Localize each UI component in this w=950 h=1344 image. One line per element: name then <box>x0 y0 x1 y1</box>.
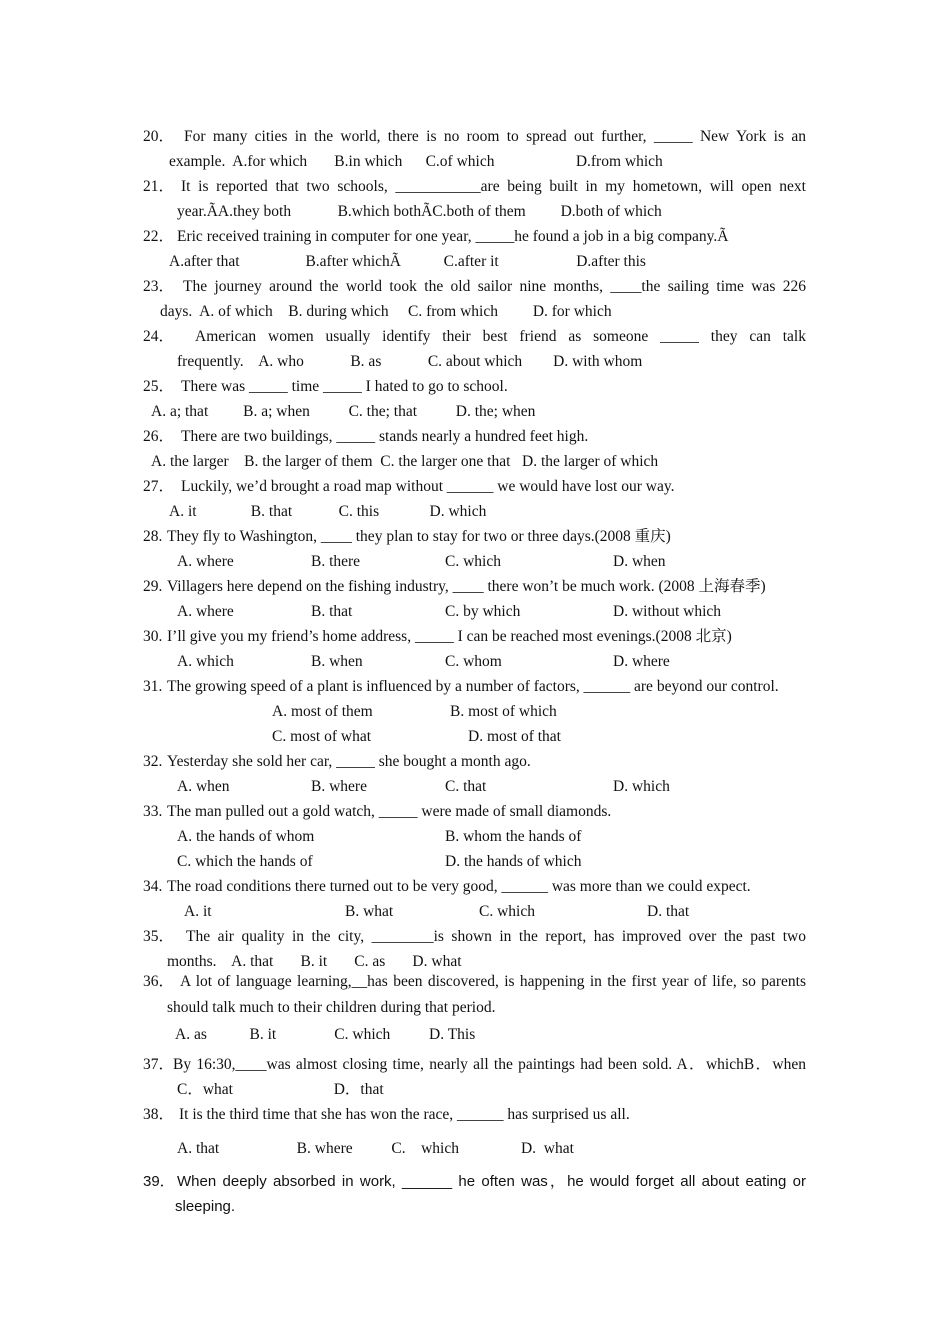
question-31-stem: The growing speed of a plant is influenced by a number of factors, ______ are beyond our control. <box>167 678 779 695</box>
question-36-options: A. as B. it C. which D. This <box>175 1026 476 1043</box>
question-25-number: 25． <box>143 378 175 395</box>
question-30-number: 30. <box>143 628 163 645</box>
question-28-number: 28. <box>143 528 163 545</box>
question-37-stem: By 16:30,____was almost closing time, nearly all the paintings had been sold. A．whichB．when <box>173 1056 806 1073</box>
question-31-option-c: C. most of what <box>272 728 372 745</box>
question-24-stem: American women usually identify their best friend as someone _____ they can talk <box>195 328 806 345</box>
question-26-number: 26． <box>143 428 175 445</box>
question-21-number: 21． <box>143 178 175 195</box>
question-33-option-c: C. which the hands of <box>177 853 313 870</box>
question-21-options: year.ÃA.they both B.which bothÃC.both of them D.both of which <box>177 203 662 220</box>
question-34-stem: The road conditions there turned out to be very good, ______ was more than we could expect. <box>167 878 751 895</box>
question-34-number: 34. <box>143 878 163 895</box>
question-32-number: 32. <box>143 753 163 770</box>
question-35-options: months. A. that B. it C. as D. what <box>167 953 462 970</box>
question-26-options: A. the larger B. the larger of them C. the larger one that D. the larger of which <box>151 453 659 470</box>
question-29-option-a: A. where <box>177 603 234 620</box>
question-23-options: days. A. of which B. during which C. from which D. for which <box>160 303 612 320</box>
question-37-options: C．what D．that <box>177 1081 384 1098</box>
question-29-number: 29. <box>143 578 163 595</box>
question-34-option-c: C. which <box>479 903 535 920</box>
question-38-number: 38． <box>143 1106 175 1123</box>
question-35-number: 35． <box>143 928 175 945</box>
question-25-stem: There was _____ time _____ I hated to go to school. <box>181 378 508 395</box>
question-34-option-a: A. it <box>184 903 212 920</box>
question-32-option-c: C. that <box>445 778 487 795</box>
question-32-stem: Yesterday she sold her car, _____ she bought a month ago. <box>167 753 531 770</box>
question-20-options: example. A.for which B.in which C.of which D.from which <box>169 153 663 170</box>
question-28-option-d: D. when <box>613 553 666 570</box>
question-36-stem: A lot of language learning,__has been discovered, is happening in the first year of life, so parents <box>180 973 806 990</box>
question-29-option-b: B. that <box>311 603 353 620</box>
question-31-option-d: D. most of that <box>468 728 561 745</box>
question-20-stem: For many cities in the world, there is no room to spread out further, _____ New York is an <box>184 128 806 145</box>
question-32-option-a: A. when <box>177 778 230 795</box>
question-39-stem-cont: sleeping. <box>175 1198 236 1215</box>
question-28-option-b: B. there <box>311 553 361 570</box>
question-28-option-c: C. which <box>445 553 501 570</box>
question-35-stem: The air quality in the city, ________is shown in the report, has improved over the past two <box>186 928 806 945</box>
question-36-stem-cont: should talk much to their children during that period. <box>167 999 496 1016</box>
question-31-number: 31. <box>143 678 163 695</box>
question-38-options: A. that B. where C. which D. what <box>177 1140 574 1157</box>
question-23-number: 23． <box>143 278 175 295</box>
question-29-option-d: D. without which <box>613 603 722 620</box>
question-39-number: 39． <box>143 1173 175 1190</box>
question-32-option-d: D. which <box>613 778 670 795</box>
question-33-option-a: A. the hands of whom <box>177 828 315 845</box>
question-39-stem: When deeply absorbed in work, ______ he often was，he would forget all about eating or <box>177 1173 806 1190</box>
question-38-stem: It is the third time that she has won the race, ______ has surprised us all. <box>179 1106 630 1123</box>
question-33-number: 33. <box>143 803 163 820</box>
question-30-option-d: D. where <box>613 653 670 670</box>
question-22-options: A.after that B.after whichÃ C.after it D.after this <box>169 253 646 270</box>
question-22-stem: Eric received training in computer for one year, _____he found a job in a big company.Ã <box>177 228 729 245</box>
question-30-option-c: C. whom <box>445 653 502 670</box>
question-36-number: 36． <box>143 973 175 990</box>
question-24-options: frequently. A. who B. as C. about which D. with whom <box>177 353 643 370</box>
question-37-number: 37． <box>143 1056 175 1073</box>
question-27-number: 27． <box>143 478 175 495</box>
question-24-number: 24． <box>143 328 175 345</box>
question-30-option-a: A. which <box>177 653 234 670</box>
question-34-option-d: D. that <box>647 903 690 920</box>
question-27-options: A. it B. that C. this D. which <box>169 503 487 520</box>
question-30-stem: I’ll give you my friend’s home address, _____ I can be reached most evenings.(2008 北京) <box>167 628 732 645</box>
question-29-option-c: C. by which <box>445 603 521 620</box>
question-33-stem: The man pulled out a gold watch, _____ were made of small diamonds. <box>167 803 612 820</box>
question-31-option-b: B. most of which <box>450 703 557 720</box>
question-21-stem: It is reported that two schools, ___________are being built in my hometown, will open next <box>181 178 806 195</box>
question-22-number: 22． <box>143 228 175 245</box>
question-28-stem: They fly to Washington, ____ they plan to stay for two or three days.(2008 重庆) <box>167 528 671 545</box>
question-25-options: A. a; that B. a; when C. the; that D. the; when <box>151 403 536 420</box>
question-28-option-a: A. where <box>177 553 234 570</box>
question-32-option-b: B. where <box>311 778 367 795</box>
question-33-option-b: B. whom the hands of <box>445 828 582 845</box>
question-30-option-b: B. when <box>311 653 363 670</box>
question-33-option-d: D. the hands of which <box>445 853 582 870</box>
question-34-option-b: B. what <box>345 903 394 920</box>
question-29-stem: Villagers here depend on the fishing industry, ____ there won’t be much work. (2008 上海春季) <box>167 578 766 595</box>
question-27-stem: Luckily, we’d brought a road map without ______ we would have lost our way. <box>181 478 675 495</box>
question-20-number: 20． <box>143 128 175 145</box>
question-31-option-a: A. most of them <box>272 703 373 720</box>
question-26-stem: There are two buildings, _____ stands nearly a hundred feet high. <box>181 428 589 445</box>
question-23-stem: The journey around the world took the old sailor nine months, ____the sailing time was 226 <box>183 278 806 295</box>
